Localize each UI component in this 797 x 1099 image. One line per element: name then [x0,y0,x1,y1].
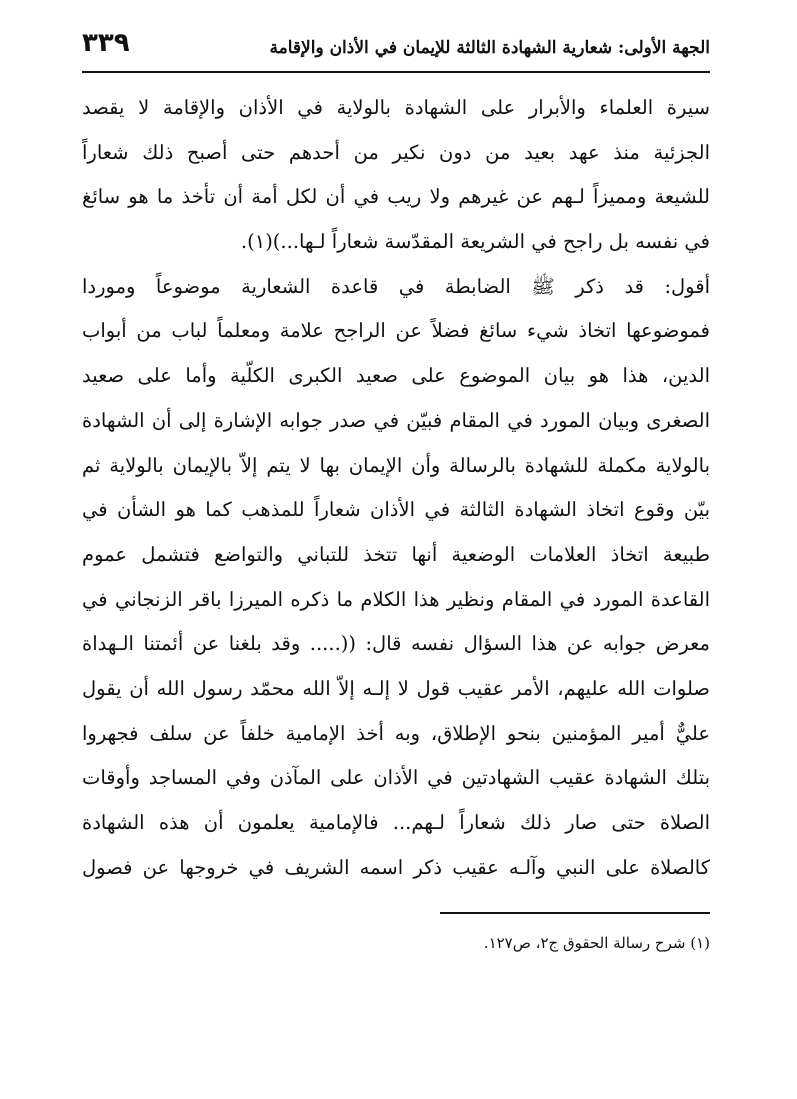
running-header [82,26,710,70]
text-line: في نفسه بل راجح في الشريعة المقدّسة شعاراً لـها...)(١). [240,230,710,254]
footnote: (١) شرح رسالة الحقوق ج٢، ص١٢٧. [483,934,710,952]
header-divider [82,71,710,73]
main-text [82,86,710,890]
text-line: سيرة العلماء والأبرار على الشهادة بالولاية في الأذان والإقامة لا يقصد [82,96,710,119]
text-line: فموضوعها اتخاذ شيء سائغ فضلاً عن الراجح علامة ومعلماً لباب من أبواب [82,319,710,343]
text-line: الصلاة حتى صار ذلك شعاراً لـهم... فالإمامية يعلمون أن هذه الشهادة [82,811,710,834]
text-line: بالولاية مكملة للشهادة بالرسالة وأن الإيمان بها لا يتم إلاّ بالإيمان بالولاية ثم [82,453,710,477]
text-line: طبيعة اتخاذ العلامات الوضعية أنها تتخذ للتباني والتواضع فتشمل عموم [82,542,710,566]
text-line: الجزئية منذ عهد بعيد من دون نكير من أحدهم حتى أصبح ذلك شعاراً [82,140,710,164]
text-line: القاعدة المورد في المقام ونظير هذا الكلام ما ذكره الميرزا باقر الزنجاني في [82,587,710,611]
text-line: أقول: قد ذكر ﷺ الضابطة في قاعدة الشعارية موضوعاً وموردا [82,274,710,298]
text-line: صلوات الله عليهم، الأمر عقيب قول لا إلـه إلاّ الله محمّد رسول الله أن يقول [82,676,710,700]
text-line: للشيعة ومميزاً لـهم عن غيرهم ولا ريب في أن لكل أمة أن تأخذ ما هو سائغ [82,185,710,209]
chapter-title: الجهة الأولى: شعارية الشهادة الثالثة للإيمان في الأذان والإقامة [269,38,710,58]
text-line: بيّن وقوع اتخاذ الشهادة الثالثة في الأذان شعاراً للمذهب كما هو الشأن في [82,498,710,522]
page-number: ٣٣٩ [82,28,130,58]
text-line: بتلك الشهادة عقيب الشهادتين في الأذان على المآذن وفي المساجد وأوقات [82,766,710,790]
text-line: كالصلاة على النبي وآلـه عقيب ذكر اسمه الشريف في خروجها عن فصول [82,855,710,879]
footnote-divider [440,912,710,914]
text-line: الدين، هذا هو بيان الموضوع على صعيد الكبرى الكلّية وأما على صعيد [82,364,710,388]
text-line: الصغرى وبيان المورد في المقام فبيّن في صدر جوابه الإشارة إلى أن الشهادة [82,408,710,432]
text-line: عليٌّ أمير المؤمنين بنحو الإطلاق، وبه أخذ الإمامية خلفاً عن سلف فجهروا [82,721,710,745]
text-line: معرض جوابه عن هذا السؤال نفسه قال: ((..... وقد بلغنا عن أئمتنا الـهداة [82,632,710,656]
